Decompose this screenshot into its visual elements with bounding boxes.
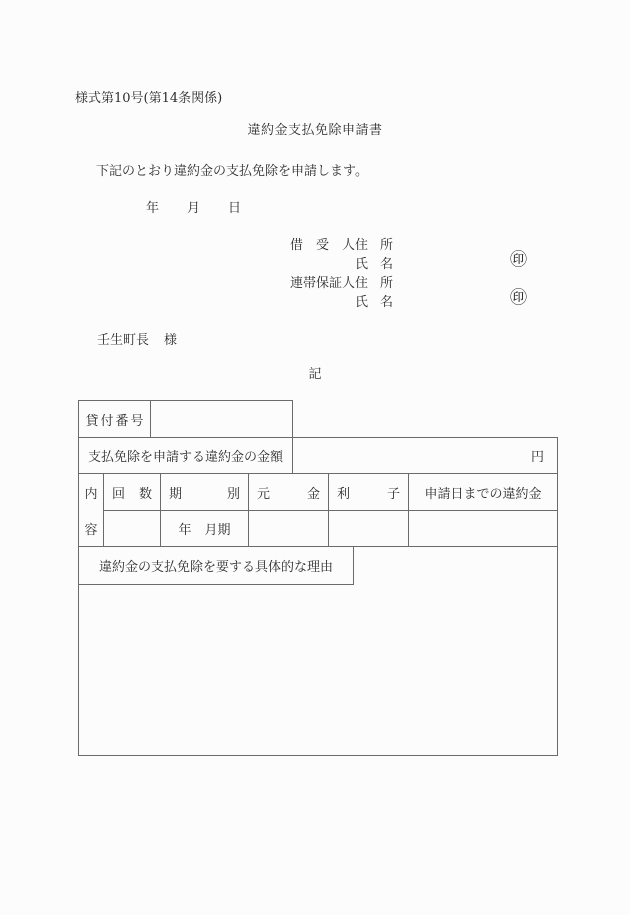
content-label-bottom: 容 — [84, 522, 98, 538]
amount-value-cell — [292, 437, 558, 474]
column-header-times: 回 数 — [103, 473, 161, 511]
address-label: 住所 — [355, 276, 406, 291]
document-title: 違約金支払免除申請書 — [247, 123, 383, 138]
column-header-period: 期 別 — [160, 473, 249, 511]
addressee-title: 壬生町長 — [97, 333, 150, 348]
loan-number-label: 貸 付 番 号 — [85, 413, 144, 429]
guarantor-name-line — [290, 288, 527, 310]
addressee-line — [97, 329, 177, 348]
seal-icon: ㊞ — [510, 250, 527, 270]
column-header-principal: 元 金 — [248, 473, 329, 511]
section-marker: 記 — [308, 367, 322, 382]
date-day-label: 日 — [228, 201, 242, 216]
amount-unit-label: 円 — [530, 450, 544, 465]
borrower-name-line — [290, 250, 527, 272]
reason-label-cell: 違約金の支払免除を要する具体的な理由 — [78, 546, 354, 585]
date-month-label: 月 — [187, 201, 201, 216]
application-table — [78, 400, 558, 756]
date-line — [146, 197, 241, 216]
form-number: 様式第10号(第14条関係) — [75, 91, 223, 106]
period-value-cell: 年 月期 — [160, 510, 249, 547]
column-header-interest: 利 子 — [328, 473, 409, 511]
guarantor-label: 連帯保証人 — [290, 276, 356, 291]
amount-label-cell: 支払免除を申請する違約金の金額 — [78, 437, 293, 474]
signature-block — [290, 234, 527, 310]
borrower-label: 借 受 人 — [290, 238, 355, 253]
penalty-value-cell — [408, 510, 558, 547]
name-label: 氏名 — [355, 295, 406, 310]
content-label-top: 内 — [84, 486, 98, 502]
column-header-penalty: 申請日までの違約金 — [408, 473, 558, 511]
times-value-cell — [103, 510, 161, 547]
address-label: 住所 — [355, 238, 406, 253]
seal-icon: ㊞ — [510, 288, 527, 308]
intro-sentence: 下記のとおり違約金の支払免除を申請します。 — [96, 164, 368, 179]
date-year-label: 年 — [146, 201, 160, 216]
loan-number-label-cell — [78, 400, 151, 438]
loan-number-value-cell — [150, 400, 293, 438]
guarantor-address-line — [290, 272, 405, 291]
principal-value-cell — [248, 510, 329, 547]
borrower-address-line — [290, 234, 405, 253]
name-label: 氏名 — [355, 257, 406, 272]
interest-value-cell — [328, 510, 409, 547]
addressee-honorific: 様 — [164, 333, 178, 348]
content-label-cell — [78, 473, 104, 547]
